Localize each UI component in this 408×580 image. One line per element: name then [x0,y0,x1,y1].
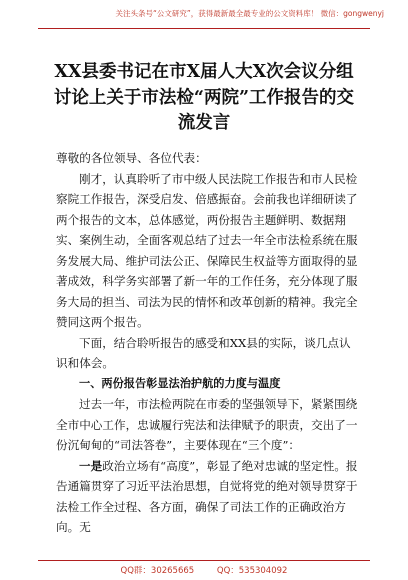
point-paragraph [56,456,358,538]
footer-divider [38,560,370,561]
section-heading: 一、两份报告彰显法治护航的力度与温度 [79,376,281,390]
point-lead: 一是 [79,458,103,473]
header-note: 关注头条号“公文研究”，获得最新最全最专业的公文资料库！ 微信：gongwenyj [115,9,384,18]
body-paragraph: 下面，结合聆听报告的感受和XX县的实际，谈几点认识和体会。 [56,335,351,370]
title-line: 讨论上关于市法检“两院”工作报告的交 [53,87,355,108]
document-title [44,60,364,137]
header-divider [38,28,370,29]
salutation: 尊敬的各位领导、各位代表： [56,151,207,165]
body-paragraph: 刚才，认真聆听了市中级人民法院工作报告和市人民检察院工作报告，深受启发、倍感振奋。会前我也详细研读了两个报告的文本，总体感觉，两份报告主题鲜明、数据翔实、案例生动，全面客观总结了过去一年全市法检系统在服务发展大局、维护司法公正、保障民生权益等方面取得的显著成效，科学务实部署了新一年的工作任务，充分体现了服务大局的担当、司法为民的情怀和改革创新的精神。我完全赞同这两个报告。 [56,171,358,329]
footer-qq-group: QQ群：30265665 [120,566,195,576]
footer [0,564,408,576]
title-line: XX县委书记在市X届人大X次会议分组 [54,62,354,82]
point-text: 政治立场有“高度”，彰显了绝对忠诚的坚定性。报告通篇贯穿了习近平法治思想，自觉将党的绝对领导贯穿于法检工作全过程、各方面，确保了司法工作的正确政治方向。无 [56,458,358,534]
title-line: 流发言 [177,113,231,133]
footer-qq: QQ：535304092 [216,566,288,576]
document-body [56,148,358,538]
section-paragraph: 过去一年，市法检两院在市委的坚强领导下，紧紧围绕全市中心工作，忠诚履行宪法和法律赋予的职责，交出了一份沉甸甸的“司法答卷”，主要体现在“三个度”： [56,397,358,452]
